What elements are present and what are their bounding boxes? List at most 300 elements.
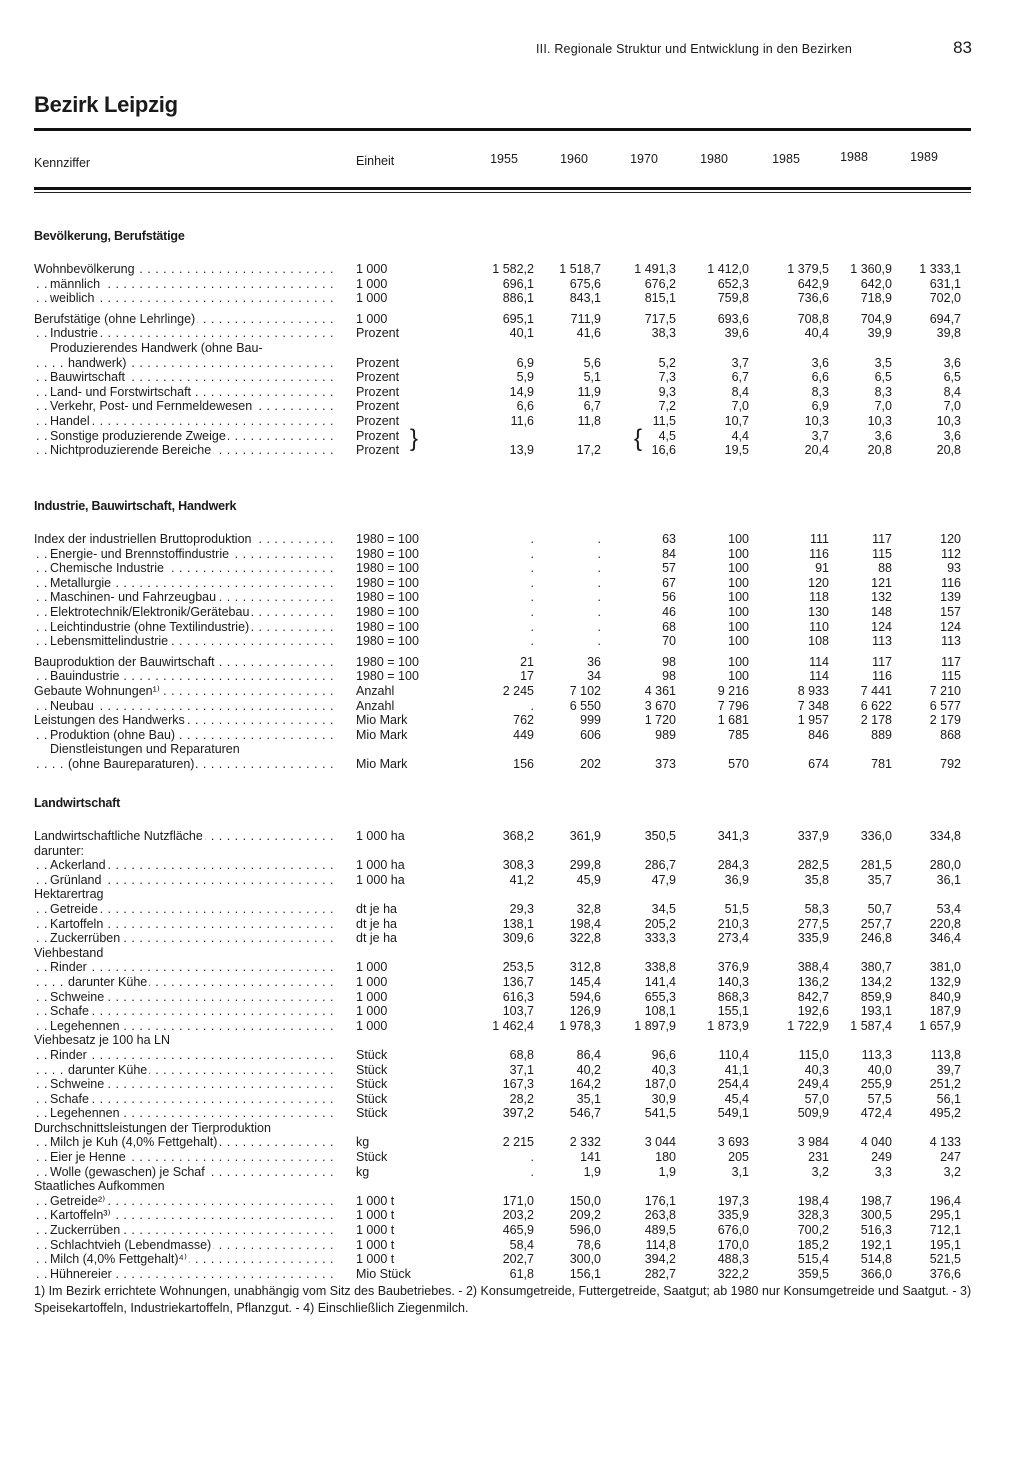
cell-value: . xyxy=(530,575,534,590)
cell-value: 4 040 xyxy=(860,1135,892,1150)
row-label: Sonstige produzierende Zweige . . . xyxy=(34,429,334,444)
cell-value: 40,0 xyxy=(867,1062,892,1077)
cell-value: 989 xyxy=(655,727,676,742)
cell-value: 145,4 xyxy=(569,974,601,989)
cell-value: 253,5 xyxy=(502,960,534,975)
row-label: männlich . . . xyxy=(34,277,334,292)
right-brace: } xyxy=(410,424,419,452)
cell-value: 7 102 xyxy=(569,683,601,698)
cell-value: 7 441 xyxy=(860,683,892,698)
cell-value: 14,9 xyxy=(509,384,534,399)
cell-value: 257,7 xyxy=(860,916,892,931)
cell-value: . xyxy=(530,698,534,713)
cell-value: 100 xyxy=(728,561,749,576)
row-label: Milch je Kuh (4,0% Fettgehalt) . . . xyxy=(34,1135,334,1150)
row-unit: Prozent xyxy=(356,355,400,370)
cell-value: 3,1 xyxy=(731,1164,749,1179)
table-row xyxy=(34,620,971,635)
row-unit: 1 000 t xyxy=(356,1252,395,1267)
cell-value: 35,8 xyxy=(804,872,829,887)
cell-value: 156,1 xyxy=(569,1266,601,1281)
row-unit: 1980 = 100 xyxy=(356,575,419,590)
cell-value: 704,9 xyxy=(860,311,892,326)
table-row xyxy=(34,1238,971,1253)
table-row xyxy=(34,655,971,670)
row-label: Schlachtvieh (Lebendmasse) . . . xyxy=(34,1238,334,1253)
table-row xyxy=(34,370,971,385)
cell-value: 3 670 xyxy=(644,698,676,713)
cell-value: 792 xyxy=(940,756,961,771)
cell-value: 40,1 xyxy=(509,326,534,341)
row-unit: dt je ha xyxy=(356,901,398,916)
row-unit: 1980 = 100 xyxy=(356,619,419,634)
row-label: Staatliches Aufkommen xyxy=(34,1179,165,1194)
cell-value: 1 518,7 xyxy=(559,262,601,276)
cell-value: 541,5 xyxy=(644,1106,676,1121)
cell-value: 140,3 xyxy=(717,974,749,989)
cell-value: 8 933 xyxy=(797,683,829,698)
row-unit: 1 000 xyxy=(356,974,388,989)
row-unit: Mio Stück xyxy=(356,1266,411,1281)
row-unit: dt je ha xyxy=(356,931,398,946)
cell-value: 3 044 xyxy=(644,1135,676,1150)
row-unit: 1980 = 100 xyxy=(356,546,419,561)
cell-value: 376,9 xyxy=(717,960,749,975)
cell-value: 286,7 xyxy=(644,858,676,873)
row-unit: Prozent xyxy=(356,443,400,458)
table-row xyxy=(34,1106,971,1121)
table-row xyxy=(34,312,971,327)
cell-value: 180 xyxy=(655,1150,676,1165)
cell-value: . xyxy=(530,604,534,619)
row-unit: 1 000 xyxy=(356,960,388,975)
cell-value: . xyxy=(597,561,601,576)
cell-value: 1 722,9 xyxy=(787,1018,829,1033)
cell-value: . xyxy=(597,546,601,561)
cell-value: 156 xyxy=(513,756,534,771)
cell-value: 185,2 xyxy=(797,1237,829,1252)
cell-value: 596,0 xyxy=(569,1223,601,1238)
table-row xyxy=(34,605,971,620)
cell-value: 114 xyxy=(809,669,829,684)
cell-value: 6 550 xyxy=(569,698,601,713)
cell-value: 113 xyxy=(872,634,892,649)
cell-value: 41,2 xyxy=(509,872,534,887)
row-label: Dienstleistungen und Reparaturen xyxy=(50,742,240,757)
cell-value: 1 957 xyxy=(797,713,829,728)
cell-value: . xyxy=(597,604,601,619)
cell-value: 1 582,2 xyxy=(492,262,534,276)
cell-value: 718,9 xyxy=(860,291,892,306)
table-row xyxy=(34,1004,971,1019)
cell-value: 41,1 xyxy=(724,1062,749,1077)
cell-value: 164,2 xyxy=(569,1077,601,1092)
cell-value: 642,0 xyxy=(860,276,892,291)
cell-value: 675,6 xyxy=(569,276,601,291)
cell-value: 495,2 xyxy=(929,1106,961,1121)
cell-value: 549,1 xyxy=(717,1106,749,1121)
cell-value: 117 xyxy=(941,654,961,669)
cell-value: 7 796 xyxy=(717,698,749,713)
cell-value: 100 xyxy=(728,619,749,634)
cell-value: 108,1 xyxy=(644,1004,676,1019)
cell-value: 57,0 xyxy=(804,1091,829,1106)
cell-value: 299,8 xyxy=(569,858,601,873)
cell-value: 5,1 xyxy=(583,370,601,385)
cell-value: 280,0 xyxy=(929,858,961,873)
cell-value: 246,8 xyxy=(860,931,892,946)
row-label: Wohnbevölkerung . . . xyxy=(34,262,334,277)
row-label: Chemische Industrie . . . xyxy=(34,561,334,576)
cell-value: 346,4 xyxy=(929,931,961,946)
cell-value: 100 xyxy=(728,669,749,684)
cell-value: . xyxy=(597,590,601,605)
cell-value: 111 xyxy=(809,532,829,546)
cell-value: 606 xyxy=(580,727,601,742)
row-label: Industrie . . . xyxy=(34,326,334,341)
cell-value: 39,8 xyxy=(936,326,961,341)
cell-value: 32,8 xyxy=(576,901,601,916)
cell-value: 781 xyxy=(871,756,892,771)
row-label: (ohne Baureparaturen) . . . xyxy=(34,757,334,772)
cell-value: 736,6 xyxy=(797,291,829,306)
cell-value: 3,2 xyxy=(811,1164,829,1179)
table-row xyxy=(34,1267,971,1282)
cell-value: 868,3 xyxy=(717,989,749,1004)
row-unit: 1980 = 100 xyxy=(356,532,419,546)
cell-value: 36,9 xyxy=(724,872,749,887)
cell-value: 277,5 xyxy=(797,916,829,931)
cell-value: 1 379,5 xyxy=(787,262,829,276)
cell-value: 322,8 xyxy=(569,931,601,946)
column-header-year: 1988 xyxy=(840,150,868,164)
cell-value: 100 xyxy=(728,575,749,590)
table-row xyxy=(34,399,971,414)
row-unit: Anzahl xyxy=(356,683,395,698)
row-unit: Prozent xyxy=(356,428,400,443)
row-label: Lebensmittelindustrie . . . xyxy=(34,634,334,649)
cell-value: 4 361 xyxy=(644,683,676,698)
row-label: Zuckerrüben . . . xyxy=(34,931,334,946)
cell-value: 9,3 xyxy=(658,384,676,399)
table-row xyxy=(34,1121,971,1136)
cell-value: 20,8 xyxy=(936,443,961,458)
cell-value: 91 xyxy=(815,561,829,576)
row-label: Grünland . . . xyxy=(34,873,334,888)
cell-value: 150,0 xyxy=(569,1193,601,1208)
cell-value: 198,4 xyxy=(797,1193,829,1208)
cell-value: 39,9 xyxy=(867,326,892,341)
cell-value: 300,0 xyxy=(569,1252,601,1267)
cell-value: 167,3 xyxy=(502,1077,534,1092)
table-row xyxy=(34,1092,971,1107)
cell-value: 335,9 xyxy=(797,931,829,946)
cell-value: 1 491,3 xyxy=(634,262,676,276)
cell-value: 110 xyxy=(809,619,829,634)
cell-value: 4,5 xyxy=(658,428,676,443)
running-head xyxy=(0,38,1024,62)
cell-value: 86,4 xyxy=(576,1047,601,1062)
cell-value: 6,7 xyxy=(731,370,749,385)
cell-value: 368,2 xyxy=(502,829,534,843)
cell-value: 516,3 xyxy=(860,1223,892,1238)
row-label: Leichtindustrie (ohne Textilindustrie) . . . xyxy=(34,620,334,635)
cell-value: 7,0 xyxy=(943,399,961,414)
cell-value: 35,1 xyxy=(576,1091,601,1106)
cell-value: 6,7 xyxy=(583,399,601,414)
cell-value: 187,9 xyxy=(929,1004,961,1019)
cell-value: 30,9 xyxy=(651,1091,676,1106)
cell-value: 712,1 xyxy=(929,1223,961,1238)
row-label: Legehennen . . . xyxy=(34,1106,334,1121)
cell-value: 676,0 xyxy=(717,1223,749,1238)
section-agriculture xyxy=(34,793,971,1281)
table-row xyxy=(34,858,971,873)
cell-value: 11,8 xyxy=(577,413,601,428)
cell-value: 209,2 xyxy=(569,1208,601,1223)
row-label: Landwirtschaftliche Nutzfläche . . . xyxy=(34,829,334,844)
cell-value: 78,6 xyxy=(576,1237,601,1252)
row-unit: 1980 = 100 xyxy=(356,561,419,576)
cell-value: 47,9 xyxy=(651,872,676,887)
table-row xyxy=(34,532,971,547)
cell-value: 10,3 xyxy=(936,413,961,428)
cell-value: 676,2 xyxy=(644,276,676,291)
cell-value: 136,2 xyxy=(797,974,829,989)
cell-value: . xyxy=(597,619,601,634)
row-label: Getreide . . . xyxy=(34,902,334,917)
row-label: Gebaute Wohnungen¹⁾ . . . xyxy=(34,684,334,699)
row-label: Elektrotechnik/Elektronik/Gerätebau . . . xyxy=(34,605,334,620)
cell-value: 100 xyxy=(728,532,749,546)
cell-value: 631,1 xyxy=(929,276,961,291)
cell-value: 10,3 xyxy=(867,413,892,428)
cell-value: 616,3 xyxy=(502,989,534,1004)
cell-value: 3,6 xyxy=(811,355,829,370)
cell-value: 203,2 xyxy=(502,1208,534,1223)
column-header-year: 1970 xyxy=(630,152,658,166)
cell-value: 2 245 xyxy=(502,683,534,698)
cell-value: 100 xyxy=(728,604,749,619)
row-label: Leistungen des Handwerks . . . xyxy=(34,713,334,728)
row-unit: 1 000 t xyxy=(356,1193,395,1208)
cell-value: 96,6 xyxy=(651,1047,676,1062)
row-label: Getreide²⁾ . . . xyxy=(34,1194,334,1209)
cell-value: 335,9 xyxy=(717,1208,749,1223)
cell-value: 1 587,4 xyxy=(850,1018,892,1033)
table-row xyxy=(34,1019,971,1034)
column-header-year: 1989 xyxy=(910,150,938,164)
cell-value: 711,9 xyxy=(570,311,601,326)
cell-value: 113,3 xyxy=(861,1047,892,1062)
cell-value: 100 xyxy=(728,590,749,605)
row-unit: Prozent xyxy=(356,384,400,399)
cell-value: 98 xyxy=(662,669,676,684)
cell-value: 449 xyxy=(513,727,534,742)
cell-value: 13,9 xyxy=(509,443,534,458)
cell-value: 113 xyxy=(941,634,961,649)
page-number: 83 xyxy=(953,38,972,57)
cell-value: 45,4 xyxy=(724,1091,749,1106)
cell-value: 58,4 xyxy=(509,1237,534,1252)
cell-value: 11,9 xyxy=(577,384,601,399)
cell-value: 3,6 xyxy=(874,428,892,443)
cell-value: 247 xyxy=(940,1150,961,1165)
row-label: Wolle (gewaschen) je Schaf . . . xyxy=(34,1165,334,1180)
table-row xyxy=(34,1048,971,1063)
cell-value: 5,2 xyxy=(658,355,676,370)
cell-value: 17 xyxy=(520,669,534,684)
cell-value: 308,3 xyxy=(502,858,534,873)
cell-value: 7,0 xyxy=(874,399,892,414)
table-row xyxy=(34,1165,971,1180)
cell-value: 198,4 xyxy=(569,916,601,931)
row-label: Ackerland . . . xyxy=(34,858,334,873)
cell-value: 28,2 xyxy=(509,1091,534,1106)
cell-value: 1 978,3 xyxy=(559,1018,601,1033)
cell-value: 3,6 xyxy=(943,428,961,443)
table-row xyxy=(34,547,971,562)
cell-value: 195,1 xyxy=(929,1237,961,1252)
table-row xyxy=(34,291,971,306)
cell-value: 19,5 xyxy=(724,443,749,458)
cell-value: 886,1 xyxy=(502,291,534,306)
cell-value: 999 xyxy=(580,713,601,728)
table-row xyxy=(34,385,971,400)
table-row xyxy=(34,742,971,757)
row-label: Bauwirtschaft . . . xyxy=(34,370,334,385)
table-row xyxy=(34,1208,971,1223)
table-row xyxy=(34,975,971,990)
cell-value: 254,4 xyxy=(717,1077,749,1092)
cell-value: 6,9 xyxy=(516,355,534,370)
cell-value: 34 xyxy=(587,669,601,684)
cell-value: 509,9 xyxy=(797,1106,829,1121)
cell-value: 124 xyxy=(871,619,892,634)
cell-value: 70 xyxy=(662,634,676,649)
row-unit: 1 000 ha xyxy=(356,858,405,873)
section-title: Bevölkerung, Berufstätige xyxy=(34,229,185,243)
table-row xyxy=(34,414,971,429)
cell-value: 3 984 xyxy=(797,1135,829,1150)
cell-value: 193,1 xyxy=(860,1004,892,1019)
cell-value: 1 360,9 xyxy=(850,262,892,276)
running-head-text: III. Regionale Struktur und Entwicklung in den Bezirken xyxy=(535,42,852,56)
cell-value: 889 xyxy=(871,727,892,742)
cell-value: 9 216 xyxy=(717,683,749,698)
cell-value: 116 xyxy=(941,575,961,590)
table-row xyxy=(34,960,971,975)
cell-value: 2 332 xyxy=(569,1135,601,1150)
cell-value: 11,6 xyxy=(510,413,534,428)
cell-value: 8,4 xyxy=(943,384,961,399)
row-label: Energie- und Brennstoffindustrie . . . xyxy=(34,547,334,562)
row-unit: Mio Mark xyxy=(356,756,408,771)
cell-value: 21 xyxy=(520,654,534,669)
cell-value: 251,2 xyxy=(929,1077,961,1092)
cell-value: 868 xyxy=(940,727,961,742)
cell-value: 11,5 xyxy=(652,413,676,428)
row-label: Schafe . . . xyxy=(34,1004,334,1019)
cell-value: 118 xyxy=(809,590,829,605)
cell-value: 88 xyxy=(878,561,892,576)
cell-value: 394,2 xyxy=(644,1252,676,1267)
table-row xyxy=(34,356,971,371)
row-label: Rinder . . . xyxy=(34,960,334,975)
cell-value: 6,9 xyxy=(811,399,829,414)
cell-value: 6,5 xyxy=(943,370,961,385)
row-unit: 1980 = 100 xyxy=(356,604,419,619)
cell-value: 695,1 xyxy=(502,311,534,326)
row-label: Bauindustrie . . . xyxy=(34,669,334,684)
row-label: Milch (4,0% Fettgehalt)⁴⁾ . . . xyxy=(34,1252,334,1267)
cell-value: 762 xyxy=(513,713,534,728)
cell-value: 334,8 xyxy=(929,829,961,843)
row-unit: 1980 = 100 xyxy=(356,590,419,605)
cell-value: 3,3 xyxy=(874,1164,892,1179)
cell-value: 187,0 xyxy=(644,1077,676,1092)
row-unit: Prozent xyxy=(356,399,400,414)
cell-value: 1 897,9 xyxy=(634,1018,676,1033)
cell-value: 7,2 xyxy=(658,399,676,414)
column-header-year: 1985 xyxy=(772,152,800,166)
table-row xyxy=(34,1077,971,1092)
cell-value: 157 xyxy=(940,604,961,619)
header-rule-top xyxy=(34,128,971,131)
cell-value: 7,3 xyxy=(658,370,676,385)
cell-value: 120 xyxy=(808,575,829,590)
row-unit: Stück xyxy=(356,1077,388,1092)
cell-value: 134,2 xyxy=(860,974,892,989)
cell-value: 570 xyxy=(728,756,749,771)
row-label: Viehbesatz je 100 ha LN xyxy=(34,1033,170,1048)
cell-value: 155,1 xyxy=(717,1004,749,1019)
cell-value: . xyxy=(530,1150,534,1165)
section-title: Landwirtschaft xyxy=(34,796,121,810)
cell-value: 67 xyxy=(662,575,676,590)
cell-value: 336,0 xyxy=(860,829,892,843)
cell-value: 263,8 xyxy=(644,1208,676,1223)
cell-value: 3,7 xyxy=(811,428,829,443)
row-label: Viehbestand xyxy=(34,945,104,960)
row-label: Schweine . . . xyxy=(34,1077,334,1092)
cell-value: 652,3 xyxy=(717,276,749,291)
cell-value: 642,9 xyxy=(797,276,829,291)
cell-value: 1 720 xyxy=(644,713,676,728)
row-label: Eier je Henne . . . xyxy=(34,1150,334,1165)
cell-value: 322,2 xyxy=(717,1266,749,1281)
cell-value: 489,5 xyxy=(644,1223,676,1238)
table-row xyxy=(34,1252,971,1267)
cell-value: 674 xyxy=(808,756,829,771)
cell-value: 2 178 xyxy=(860,713,892,728)
cell-value: 255,9 xyxy=(860,1077,892,1092)
table-row xyxy=(34,262,971,277)
cell-value: 231 xyxy=(808,1150,829,1165)
table-row xyxy=(34,277,971,292)
cell-value: 249 xyxy=(871,1150,892,1165)
table-row xyxy=(34,713,971,728)
cell-value: 141,4 xyxy=(644,974,676,989)
cell-value: 655,3 xyxy=(644,989,676,1004)
footnotes: 1) Im Bezirk errichtete Wohnungen, unabhängig vom Sitz des Baubetriebes. - 2) Konsumgetreide, Futtergetreide, Saatgut; ab 1980 nur Konsumgetreide und Saatgut. - 3) Speisekartoffeln, Industriekartoffeln, Pflanzgut. - 4) Einschließlich Ziegenmilch. xyxy=(34,1284,972,1315)
cell-value: 328,3 xyxy=(797,1208,829,1223)
row-label: Rinder . . . xyxy=(34,1048,334,1063)
cell-value: 112 xyxy=(941,546,961,561)
cell-value: 7,0 xyxy=(731,399,749,414)
table-row xyxy=(34,917,971,932)
cell-value: 35,7 xyxy=(867,872,892,887)
